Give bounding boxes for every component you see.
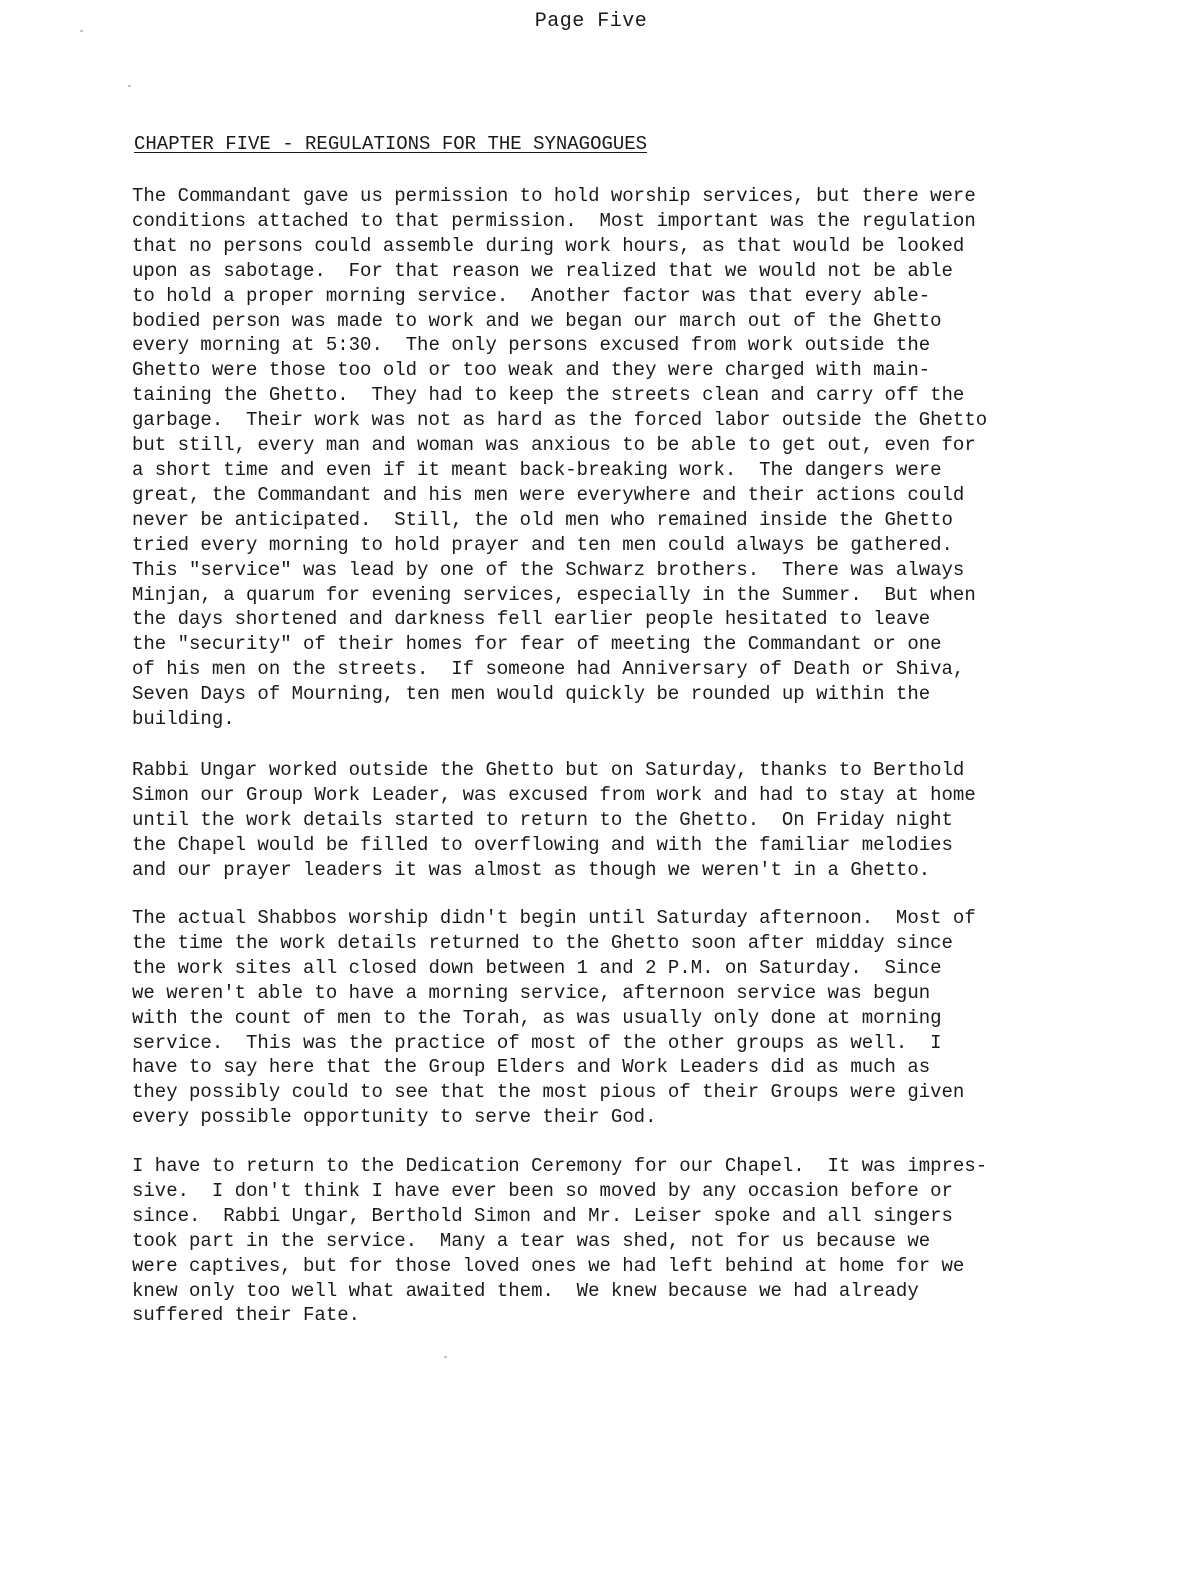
text-line: taining the Ghetto. They had to keep the streets clean and carry off the	[132, 384, 965, 407]
text-line: Minjan, a quarum for evening services, especially in the Summer. But when	[132, 583, 976, 606]
text-line: since. Rabbi Ungar, Berthold Simon and Mr. Leiser spoke and all singers	[132, 1204, 953, 1227]
paragraph-4	[132, 1154, 987, 1328]
text-line: Ghetto were those too old or too weak and they were charged with main-	[132, 359, 931, 382]
text-line: The Commandant gave us permission to hold worship services, but there were	[132, 185, 976, 207]
text-line: and our prayer leaders it was almost as though we weren't in a Ghetto.	[132, 858, 931, 881]
paragraph-2	[132, 758, 976, 883]
text-line: to hold a proper morning service. Another factor was that every able-	[132, 284, 931, 307]
text-line: the work sites all closed down between 1 and 2 P.M. on Saturday. Since	[132, 956, 942, 979]
text-line: This "service" was lead by one of the Schwarz brothers. There was always	[132, 558, 965, 581]
page-header: Page Five	[534, 10, 648, 33]
text-line: Seven Days of Mourning, ten men would quickly be rounded up within the	[132, 683, 931, 706]
text-line: sive. I don't think I have ever been so moved by any occasion before or	[132, 1179, 953, 1202]
text-line: Rabbi Ungar worked outside the Ghetto but on Saturday, thanks to Berthold	[132, 759, 965, 781]
chapter-title: CHAPTER FIVE - REGULATIONS FOR THE SYNAGOGUES	[134, 133, 648, 155]
scan-speck	[444, 1356, 447, 1358]
text-line: building.	[132, 708, 235, 731]
text-line: every morning at 5:30. The only persons excused from work outside the	[132, 334, 931, 357]
text-line: were captives, but for those loved ones we had left behind at home for we	[132, 1254, 965, 1277]
text-line: a short time and even if it meant back-breaking work. The dangers were	[132, 458, 942, 481]
text-line: that no persons could assemble during work hours, as that would be looked	[132, 234, 965, 257]
scan-speck	[80, 30, 83, 32]
text-line: bodied person was made to work and we began our march out of the Ghetto	[132, 309, 942, 332]
text-line: Simon our Group Work Leader, was excused from work and had to stay at home	[132, 783, 976, 806]
text-line: the days shortened and darkness fell earlier people hesitated to leave	[132, 608, 931, 631]
text-line: upon as sabotage. For that reason we realized that we would not be able	[132, 259, 953, 282]
text-line: they possibly could to see that the most pious of their Groups were given	[132, 1081, 965, 1104]
text-line: great, the Commandant and his men were everywhere and their actions could	[132, 483, 965, 506]
text-line: with the count of men to the Torah, as was usually only done at morning	[132, 1006, 942, 1029]
text-line: suffered their Fate.	[132, 1304, 361, 1327]
paragraph-3	[132, 906, 976, 1130]
text-line: I have to return to the Dedication Ceremony for our Chapel. It was impres-	[132, 1155, 988, 1177]
text-line: until the work details started to return to the Ghetto. On Friday night	[132, 808, 953, 831]
text-line: knew only too well what awaited them. We knew because we had already	[132, 1279, 919, 1302]
text-line: never be anticipated. Still, the old men who remained inside the Ghetto	[132, 508, 953, 531]
paragraph-1	[132, 184, 987, 732]
text-line: the time the work details returned to the Ghetto soon after midday since	[132, 931, 953, 954]
text-line: garbage. Their work was not as hard as the forced labor outside the Ghetto	[132, 409, 988, 432]
text-line: The actual Shabbos worship didn't begin until Saturday afternoon. Most of	[132, 907, 976, 929]
text-line: of his men on the streets. If someone had Anniversary of Death or Shiva,	[132, 658, 965, 681]
text-line: tried every morning to hold prayer and ten men could always be gathered.	[132, 533, 953, 556]
text-line: service. This was the practice of most of the other groups as well. I	[132, 1031, 942, 1054]
text-line: every possible opportunity to serve their God.	[132, 1106, 657, 1129]
scan-speck	[128, 85, 131, 87]
text-line: the "security" of their homes for fear of meeting the Commandant or one	[132, 633, 942, 656]
text-line: have to say here that the Group Elders and Work Leaders did as much as	[132, 1056, 931, 1079]
text-line: but still, every man and woman was anxious to be able to get out, even for	[132, 434, 976, 457]
text-line: the Chapel would be filled to overflowing and with the familiar melodies	[132, 833, 953, 856]
text-line: we weren't able to have a morning service, afternoon service was begun	[132, 981, 931, 1004]
text-line: took part in the service. Many a tear was shed, not for us because we	[132, 1229, 931, 1252]
text-line: conditions attached to that permission. Most important was the regulation	[132, 209, 976, 232]
